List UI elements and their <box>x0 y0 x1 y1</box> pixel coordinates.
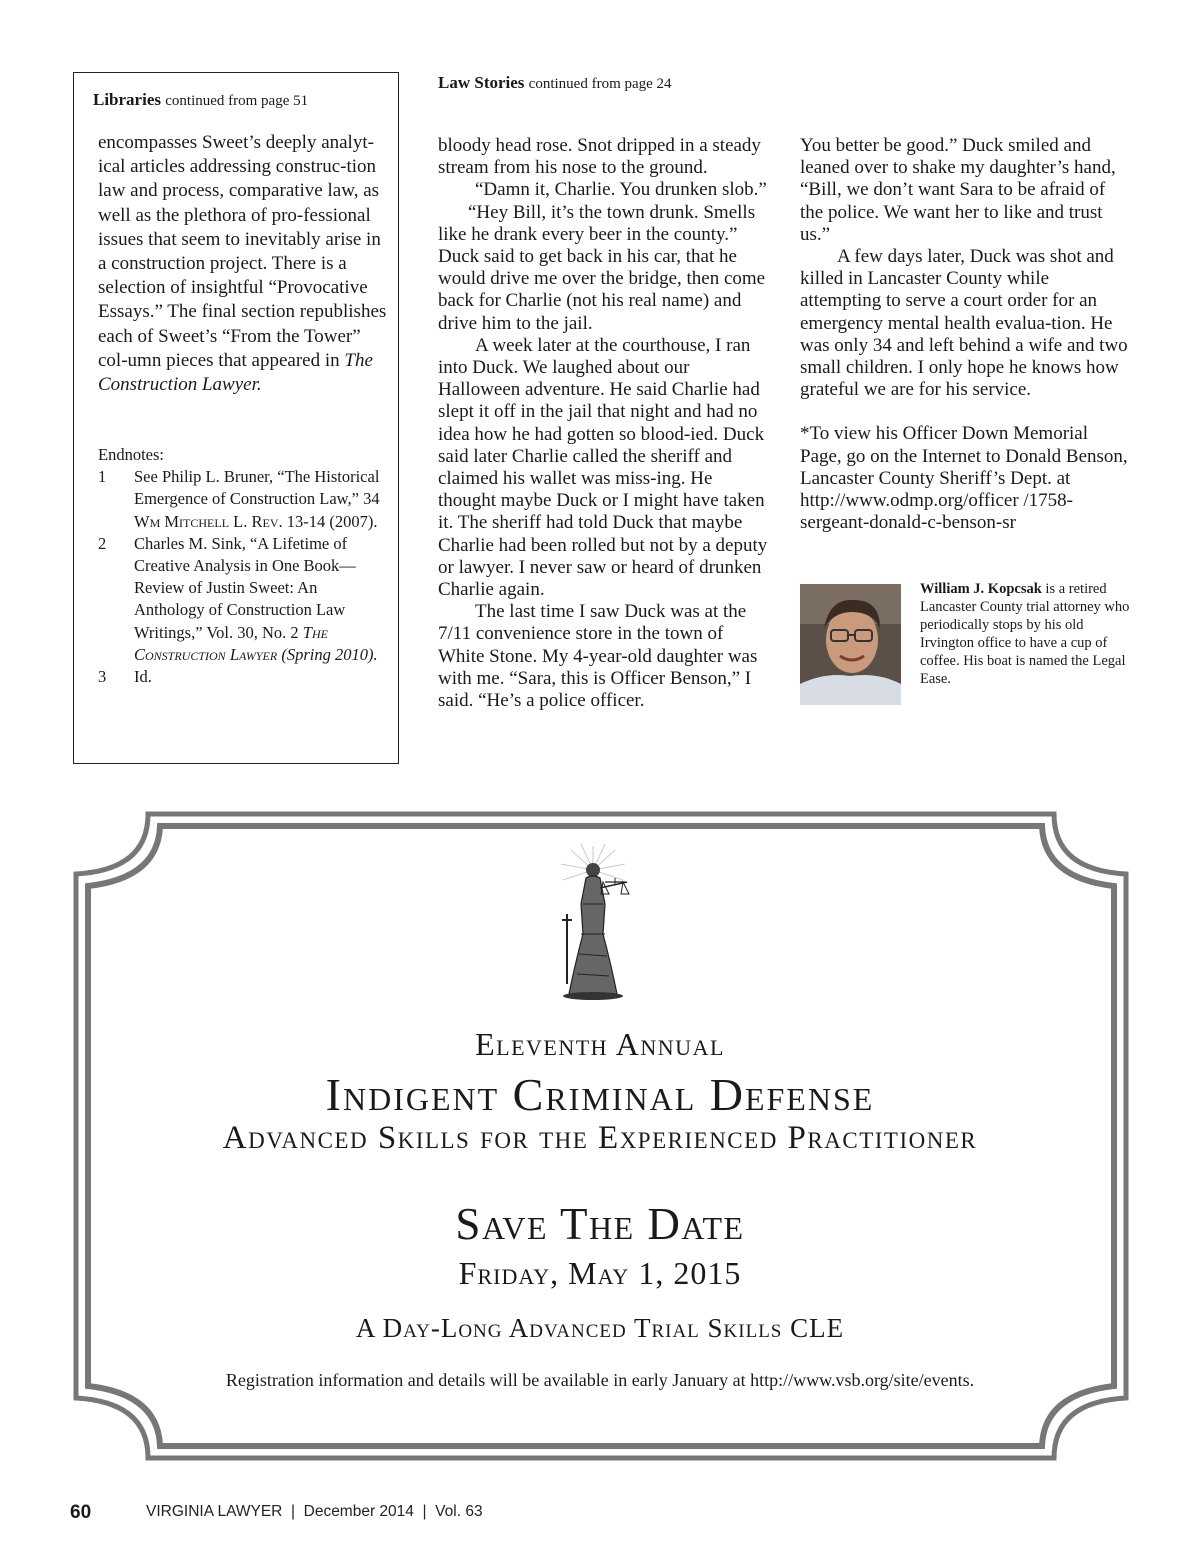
event-description: A Day-Long Advanced Trial Skills CLE <box>355 1313 845 1343</box>
author-photo <box>800 584 901 705</box>
law-stories-heading <box>438 73 672 93</box>
endnote-number: 3 <box>98 667 107 687</box>
footer-text: VIRGINIA LAWYER | December 2014 | Vol. 63 <box>146 1503 483 1520</box>
event-date: Friday, May 1, 2015 <box>458 1255 742 1291</box>
paragraph: “Damn it, Charlie. You drunken slob.” <box>475 179 767 201</box>
page-number: 60 <box>70 1502 92 1523</box>
author-bio-text: is a retired Lancaster County trial attorney who periodically stops by his old Irvington office to have a cup of coffee. His boat is named the Legal Ease. <box>920 581 1130 687</box>
libraries-italic: The Construction Lawyer. <box>98 349 373 396</box>
libraries-body <box>98 131 388 397</box>
author-name: William J. Kopcsak <box>920 581 1042 597</box>
endnote-3 <box>98 666 388 688</box>
endnote-text: See Philip L. Bruner, “The Historical Emergence of Construction Law,” 34 Wm Mitchell L. Rev. 13-14 (2007). <box>134 467 380 531</box>
registration-info: Registration information and details will be available in early January at http://www.vsb.org/site/events. <box>225 1370 975 1390</box>
libraries-title: Libraries <box>93 90 161 109</box>
endnote-number: 1 <box>98 467 107 487</box>
endnotes-title: Endnotes: <box>98 445 164 464</box>
libraries-continued: continued from page 51 <box>165 93 309 109</box>
save-the-date: Save The Date <box>455 1199 745 1249</box>
paragraph: The last time I saw Duck was at the 7/11 convenience store in the town of White Stone. My 4-year-old daughter was with me. “Sara, this is Officer Benson,” I said. “He’s a police officer. <box>438 601 758 712</box>
endnotes <box>98 444 388 688</box>
ad-subtitle: Advanced Skills for the Experienced Practitioner <box>222 1120 978 1156</box>
law-stories-title: Law Stories <box>438 73 525 92</box>
endnote-2 <box>98 533 388 666</box>
paragraph: You better be good.” Duck smiled and leaned over to shake my daughter’s hand, “Bill, we don’t want Sara to be afraid of the police. We want her to like and trust us.” <box>800 135 1116 245</box>
lady-justice-icon <box>553 844 633 1000</box>
author-bio <box>920 580 1130 688</box>
paragraph: bloody head rose. Snot dripped in a steady stream from his nose to the ground. <box>438 135 761 179</box>
memorial-note: *To view his Officer Down Memorial Page, go on the Internet to Donald Benson, Lancaster County Sheriff’s Dept. at http://www.odmp.org/officer /1758-sergeant-donald-c-benson-sr <box>800 423 1128 534</box>
libraries-heading <box>93 90 308 110</box>
endnote-number: 2 <box>98 533 107 553</box>
ad-eyebrow: Eleventh Annual <box>475 1026 725 1062</box>
law-stories-column-1 <box>438 135 768 712</box>
libraries-paragraph <box>98 131 388 397</box>
paragraph: A few days later, Duck was shot and killed in Lancaster County while attempting to serve a court order for an emergency mental health evalua-tion. He was only 34 and left behind a wife and two small children. I only hope he knows how grateful we are for his service. <box>800 246 1128 401</box>
paragraph: “Hey Bill, it’s the town drunk. Smells like he drank every beer in the county.” Duck said to get back in his car, that he would drive me over the bridge, then come back for Charlie (not his real name) and drive him to the jail. <box>438 201 766 334</box>
libraries-text: encompasses Sweet’s deeply analyt-ical articles addressing construc-tion law and process, comparative law, as well as the plethora of pro-fessional issues that seem to inevitably arise in a construction project. There is a selection of insightful “Provocative Essays.” The final section republishes each of Sweet’s “From the Tower” col-umn pieces that appeared in <box>98 132 387 371</box>
endnote-text: Charles M. Sink, “A Lifetime of Creative Analysis in One Book—Review of Justin Sweet: An Anthology of Construction Law Writings,” Vol. 30, No. 2 The Construction Lawyer (Spring 2010). <box>134 533 378 664</box>
law-stories-column-2 <box>800 135 1130 534</box>
paragraph: A week later at the courthouse, I ran into Duck. We laughed about our Halloween adventure. He said Charlie had slept it off in the jail that night and had no idea how he had gotten so blood-ied. Duck said later Charlie called the sheriff and claimed his wallet was miss-ing. He thought maybe Duck or I might have taken it. The sheriff had told Duck that maybe Charlie had been rolled but not by a deputy or lawyer. I never saw or heard of drunken Charlie again. <box>438 334 768 601</box>
ad-title: Indigent Criminal Defense <box>325 1069 875 1120</box>
endnote-1 <box>98 466 388 533</box>
endnote-text: Id. <box>134 667 152 687</box>
law-stories-continued: continued from page 24 <box>528 76 672 92</box>
